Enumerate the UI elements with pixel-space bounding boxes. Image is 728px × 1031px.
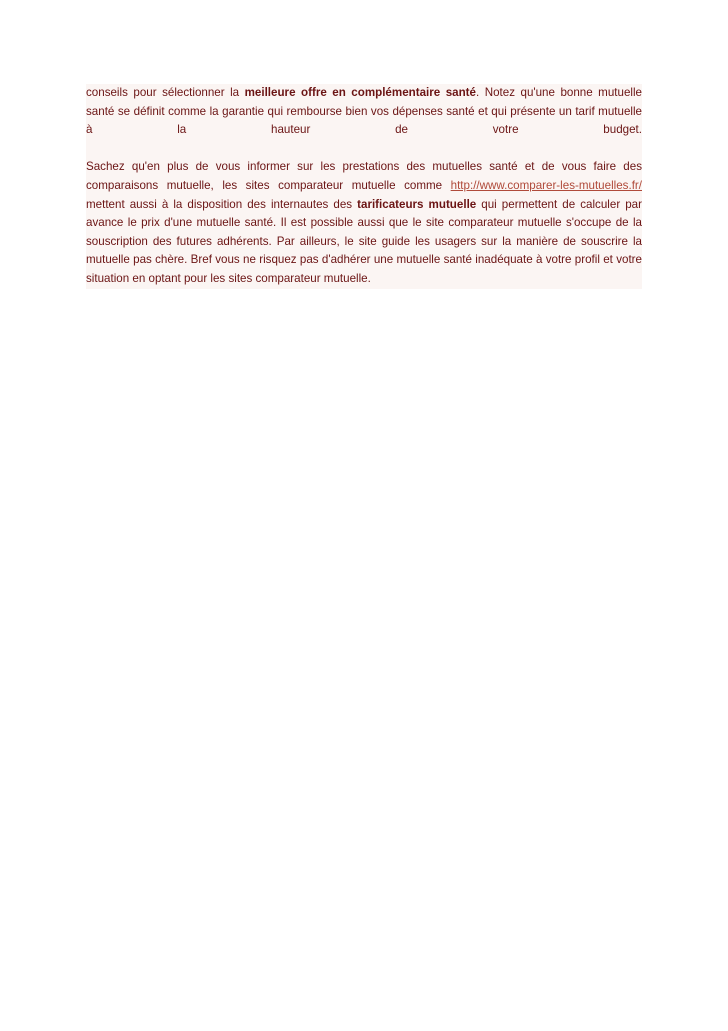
paragraph-tarif-start: conseils pour sélectionner la bbox=[86, 86, 245, 99]
paragraph-spacer bbox=[86, 140, 642, 159]
paragraph-comparateur-part2: mettent aussi à la disposition des internautes des bbox=[86, 197, 358, 211]
paragraph-tarif bbox=[86, 84, 642, 140]
best-offer-emphasis: meilleure offre en complémentaire santé bbox=[244, 86, 476, 99]
paragraph-tarif-end: . Notez qu'une bonne mutuelle santé se définit comme la garantie qui rembourse bien vos dépenses santé et qui présente un tarif mutuelle à la hauteur de votre budget. bbox=[86, 86, 642, 137]
paragraph-comparateur bbox=[86, 158, 642, 288]
paragraph-comparateur-part1: Sachez qu'en plus de vous informer sur les prestations des mutuelles santé et de vous faire des comparaisons mutuelle, les sites comparateur mutuelle comme bbox=[86, 160, 642, 192]
paragraph-comparateur-part3: qui permettent de calculer par avance le prix d'une mutuelle santé. Il est possible aussi que le site comparateur mutuelle s'occupe de la souscription des futures adhérents. Par ailleurs, le site guide les usagers sur la manière de souscrire la mutuelle pas chère. Bref vous ne risquez pas d'adhérer une mutuelle santé inadéquate à votre profil et votre situation en optant pour les sites comparateur mutuelle. bbox=[86, 197, 642, 285]
tarificateurs-emphasis: tarificateurs mutuelle bbox=[357, 197, 477, 211]
comparer-les-mutuelles-link[interactable]: http://www.comparer-les-mutuelles.fr/ bbox=[450, 178, 642, 192]
article-text-block bbox=[86, 84, 642, 289]
